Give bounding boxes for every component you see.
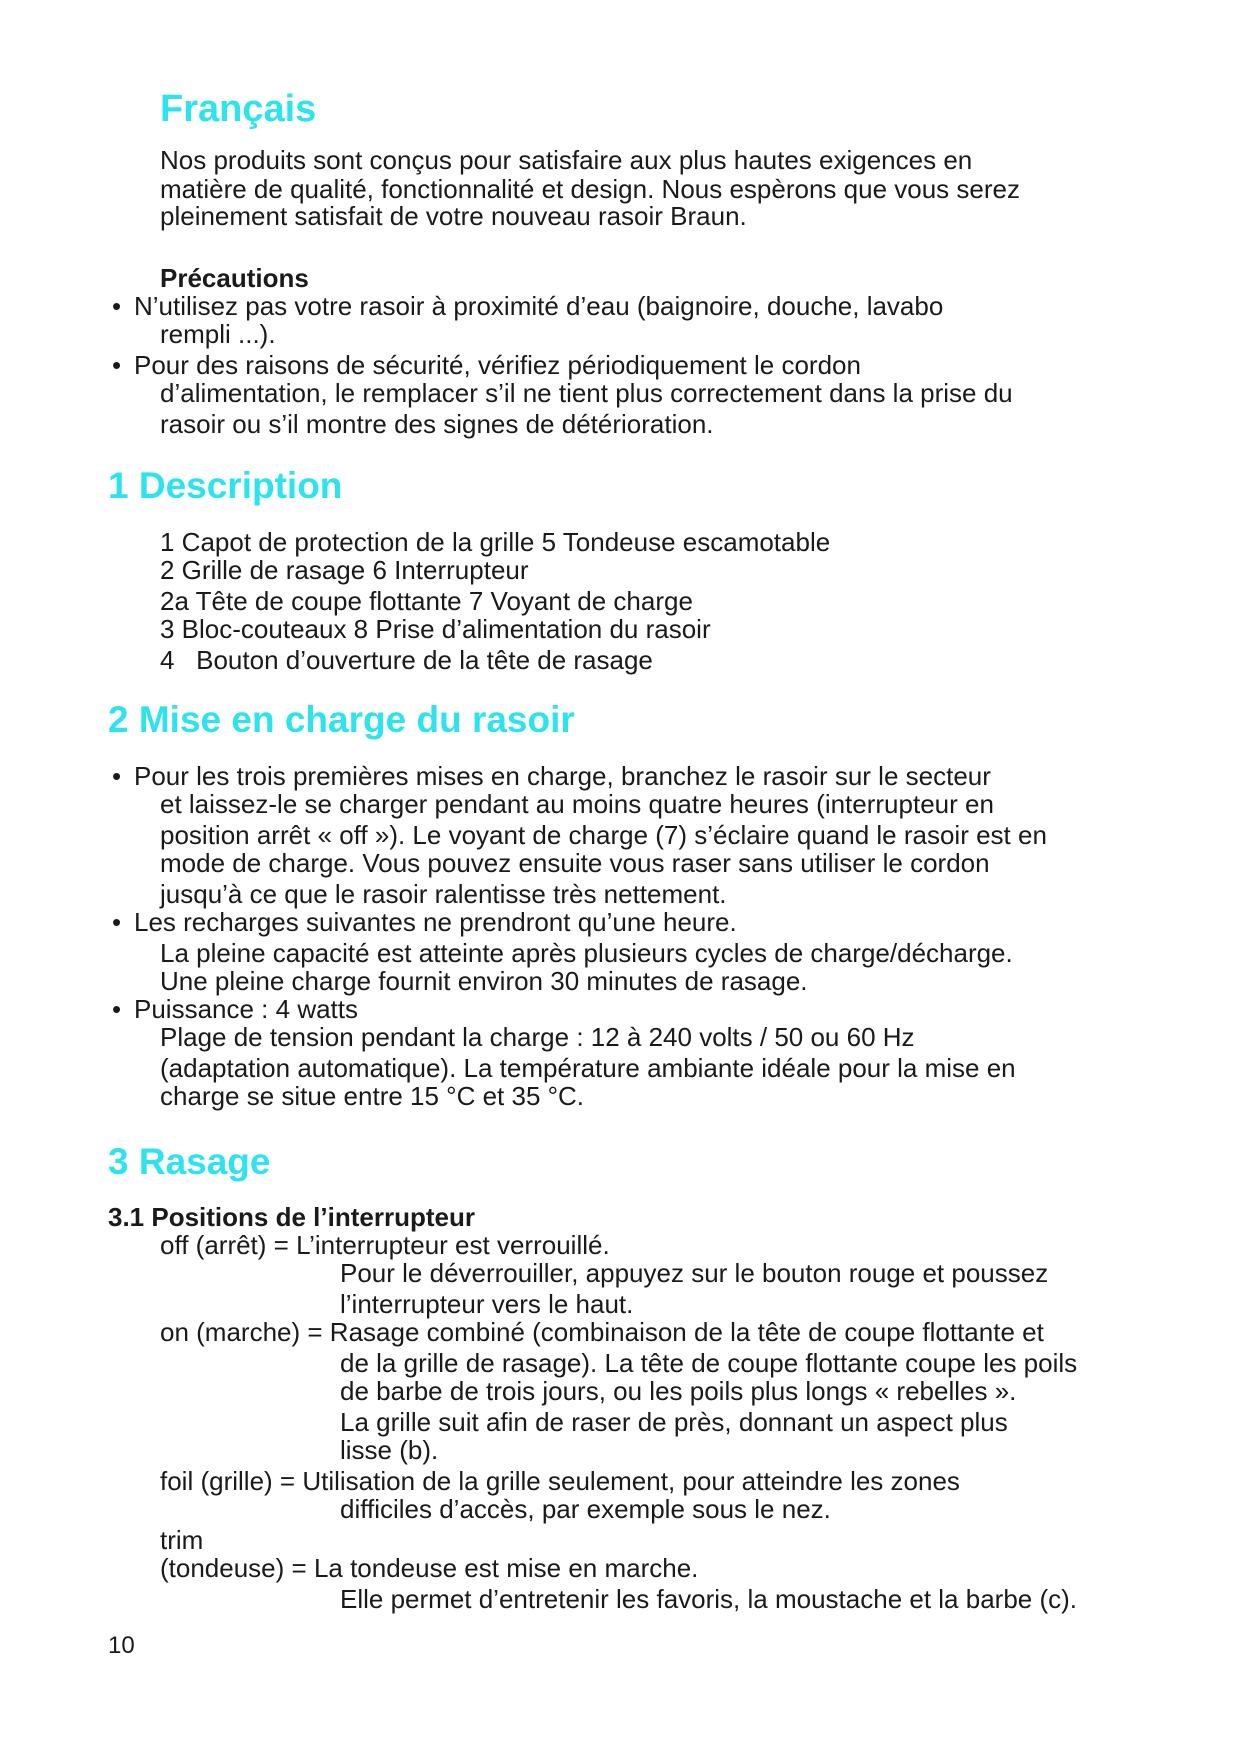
precaution-item-cont: rempli ...). (160, 319, 276, 349)
section-heading-description: 1 Description (108, 465, 343, 506)
charging-item: • Puissance : 4 watts (112, 994, 358, 1024)
switch-position-on: on (marche) = Rasage combiné (combinaison de la tête de coupe flottante et (160, 1317, 1044, 1347)
precaution-item: • Pour des raisons de sécurité, vérifiez périodiquement le cordon (112, 350, 861, 380)
charging-item-cont: jusqu’à ce que le rasoir ralentisse très nettement. (160, 879, 727, 909)
switch-position-off: off (arrêt) = L’interrupteur est verrouillé. (160, 1230, 610, 1260)
charging-item-cont: et laissez-le se charger pendant au moins quatre heures (interrupteur en (160, 789, 994, 819)
precaution-item-cont: d’alimentation, le remplacer s’il ne tient plus correctement dans la prise du (160, 378, 1013, 408)
page-number: 10 (108, 1632, 135, 1659)
intro-line: Nos produits sont conçus pour satisfaire aux plus hautes exigences en (160, 145, 973, 175)
switch-position-text: lisse (b). (340, 1435, 439, 1465)
description-line: 1 Capot de protection de la grille 5 Tondeuse escamotable (160, 527, 831, 557)
bullet-icon: • (112, 291, 122, 321)
charging-item-cont: Une pleine charge fournit environ 30 minutes de rasage. (160, 966, 808, 996)
charging-item-cont: (adaptation automatique). La température ambiante idéale pour la mise en (160, 1053, 1016, 1083)
intro-line: matière de qualité, fonctionnalité et design. Nous espèrons que vous serez (160, 174, 1020, 204)
switch-position-text: Pour le déverrouiller, appuyez sur le bouton rouge et poussez (340, 1258, 1049, 1288)
bullet-icon: • (112, 761, 122, 791)
charging-item-cont: charge se situe entre 15 °C et 35 °C. (160, 1081, 585, 1111)
switch-position-text: l’interrupteur vers le haut. (340, 1289, 634, 1319)
switch-position-text: de la grille de rasage). La tête de coupe flottante coupe les poils (340, 1348, 1078, 1378)
bullet-icon: • (112, 350, 122, 380)
switch-position-text: Elle permet d’entretenir les favoris, la moustache et la barbe (c). (340, 1584, 1078, 1614)
charging-item-cont: position arrêt « off »). Le voyant de charge (7) s’éclaire quand le rasoir est en (160, 820, 1047, 850)
switch-position-trim: (tondeuse) = La tondeuse est mise en marche. (160, 1553, 699, 1583)
precautions-heading: Précautions (160, 263, 309, 293)
intro-line: pleinement satisfait de votre nouveau rasoir Braun. (160, 201, 747, 231)
page-title: Français (160, 88, 317, 130)
description-line: 2a Tête de coupe flottante 7 Voyant de charge (160, 586, 693, 616)
switch-position-trim: trim (160, 1525, 204, 1555)
charging-item-cont: Plage de tension pendant la charge : 12 à 240 volts / 50 ou 60 Hz (160, 1022, 915, 1052)
switch-position-foil: foil (grille) = Utilisation de la grille seulement, pour atteindre les zones (160, 1466, 960, 1496)
switch-position-text: de barbe de trois jours, ou les poils plus longs « rebelles ». (340, 1376, 1017, 1406)
charging-item-cont: La pleine capacité est atteinte après plusieurs cycles de charge/décharge. (160, 938, 1013, 968)
description-line: 2 Grille de rasage 6 Interrupteur (160, 555, 529, 585)
charging-item: • Pour les trois premières mises en charge, branchez le rasoir sur le secteur (112, 761, 991, 791)
charging-item: • Les recharges suivantes ne prendront qu’une heure. (112, 907, 737, 937)
description-line: 4 Bouton d’ouverture de la tête de rasage (160, 645, 653, 675)
charging-item-cont: mode de charge. Vous pouvez ensuite vous raser sans utiliser le cordon (160, 848, 990, 878)
switch-position-text: La grille suit afin de raser de près, donnant un aspect plus (340, 1407, 1008, 1437)
description-line: 3 Bloc-couteaux 8 Prise d’alimentation du rasoir (160, 614, 711, 644)
section-heading-shaving: 3 Rasage (108, 1141, 271, 1182)
section-heading-charging: 2 Mise en charge du rasoir (108, 699, 575, 740)
bullet-icon: • (112, 994, 122, 1024)
precaution-item: • N’utilisez pas votre rasoir à proximité d’eau (baignoire, douche, lavabo (112, 291, 944, 321)
subsection-heading: 3.1 Positions de l’interrupteur (108, 1202, 475, 1232)
bullet-icon: • (112, 907, 122, 937)
switch-position-text: difficiles d’accès, par exemple sous le nez. (340, 1494, 831, 1524)
precaution-item-cont: rasoir ou s’il montre des signes de détérioration. (160, 409, 714, 439)
